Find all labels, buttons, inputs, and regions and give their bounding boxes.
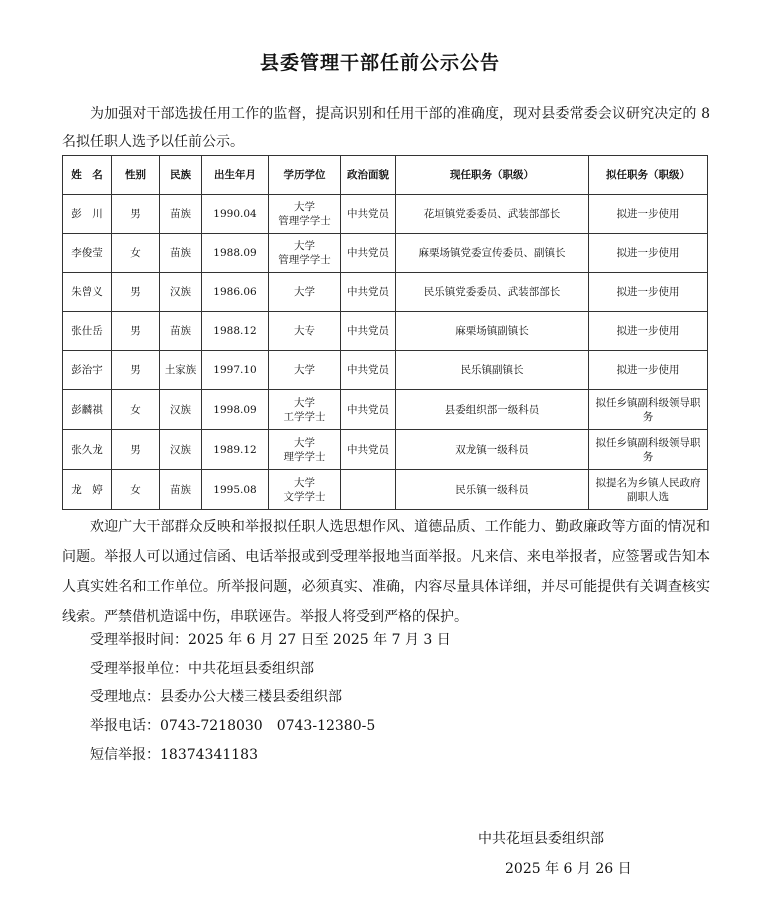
- cell-name: 彭麟祺: [63, 390, 112, 430]
- header-current-post: 现任职务（职级）: [396, 156, 589, 195]
- report-sms: 短信举报：18374341183: [90, 747, 258, 763]
- cell-birth: 1995.08: [202, 470, 269, 510]
- cell-education: [269, 390, 341, 430]
- cell-current-post: 麻栗场镇党委宣传委员、副镇长: [396, 234, 589, 273]
- cell-name: 张久龙: [63, 430, 112, 470]
- education-level: 大学: [294, 396, 315, 409]
- cell-current-post: 双龙镇一级科员: [396, 430, 589, 470]
- report-time: 受理举报时间：2025 年 6 月 27 日至 2025 年 7 月 3 日: [90, 632, 451, 648]
- cell-education: [269, 195, 341, 234]
- cell-party: 中共党员: [341, 273, 396, 312]
- notice-paragraph: 欢迎广大干部群众反映和举报拟任职人选思想作风、道德品质、工作能力、勤政廉政等方面的情况和问题。举报人可以通过信函、电话举报或到受理举报地当面举报。凡来信、来电举报者，应签署或告知本人真实姓名和工作单位。所举报问题，必须真实、准确，内容尽量具体详细，并尽可能提供有关调查核实线索。严禁借机造谣中伤，串联诬告。举报人将受到严格的保护。: [62, 519, 710, 625]
- cell-gender: 男: [112, 312, 160, 351]
- education-level: 大学: [294, 476, 315, 489]
- table-row: [63, 470, 708, 510]
- education-degree: 管理学学士: [278, 254, 331, 266]
- header-birth: 出生年月: [202, 156, 269, 195]
- cell-party: 中共党员: [341, 351, 396, 390]
- table-row: [63, 312, 708, 351]
- education-level: 大学: [294, 201, 315, 213]
- cell-education: 大学: [269, 351, 341, 390]
- cell-name: 彭治宇: [63, 351, 112, 390]
- cell-party: 中共党员: [341, 234, 396, 273]
- header-name: 姓 名: [63, 156, 112, 195]
- cell-current-post: 麻栗场镇副镇长: [396, 312, 589, 351]
- cell-gender: 男: [112, 351, 160, 390]
- education-degree: 工学学士: [283, 410, 326, 423]
- cell-education: 大学: [269, 273, 341, 312]
- table-row: [63, 234, 708, 273]
- intro-paragraph: 为加强对干部选拔任用工作的监督，提高识别和任用干部的准确度，现对县委常委会议研究决定的 8 名拟任职人选予以任前公示。: [62, 106, 710, 150]
- cell-party: 中共党员: [341, 430, 396, 470]
- education-degree: 管理学学士: [278, 215, 331, 227]
- cell-ethnicity: 土家族: [160, 351, 202, 390]
- cell-proposed-post: 拟进一步使用: [589, 273, 708, 312]
- cell-birth: 1986.06: [202, 273, 269, 312]
- education-degree: 文学学士: [283, 490, 326, 503]
- cell-party: 中共党员: [341, 390, 396, 430]
- cell-name: 朱曾义: [63, 273, 112, 312]
- cell-proposed-post: 拟进一步使用: [589, 312, 708, 351]
- table-row: [63, 351, 708, 390]
- cell-education: [269, 430, 341, 470]
- cell-birth: 1988.12: [202, 312, 269, 351]
- education-level: 大学: [294, 240, 315, 252]
- cell-ethnicity: 苗族: [160, 312, 202, 351]
- cell-party: 中共党员: [341, 195, 396, 234]
- cell-current-post: 民乐镇一级科员: [396, 470, 589, 510]
- header-proposed-post: 拟任职务（职级）: [589, 156, 708, 195]
- cell-proposed-post: 拟提名为乡镇人民政府副职人选: [589, 470, 708, 510]
- cell-party: [341, 470, 396, 510]
- header-party: 政治面貌: [341, 156, 396, 195]
- table-row: [63, 273, 708, 312]
- cell-name: 彭 川: [63, 195, 112, 234]
- report-phone: 举报电话：0743-7218030 0743-12380-5: [90, 718, 376, 734]
- page-title: 县委管理干部任前公示公告: [259, 52, 500, 74]
- cell-birth: 1989.12: [202, 430, 269, 470]
- cell-gender: 男: [112, 195, 160, 234]
- cell-gender: 女: [112, 234, 160, 273]
- cell-ethnicity: 苗族: [160, 234, 202, 273]
- table-header-row: [63, 156, 708, 195]
- cell-education: 大专: [269, 312, 341, 351]
- cell-name: 李俊莹: [63, 234, 112, 273]
- table-row: [63, 430, 708, 470]
- signature-date: 2025 年 6 月 26 日: [505, 861, 632, 877]
- cell-proposed-post: 拟进一步使用: [589, 234, 708, 273]
- cell-current-post: 县委组织部一级科员: [396, 390, 589, 430]
- education-level: 大学: [294, 436, 315, 449]
- cell-gender: 女: [112, 390, 160, 430]
- cell-current-post: 民乐镇副镇长: [396, 351, 589, 390]
- cell-name: 龙 婷: [63, 470, 112, 510]
- cell-birth: 1998.09: [202, 390, 269, 430]
- cell-proposed-post: 拟任乡镇副科级领导职务: [589, 430, 708, 470]
- table-row: [63, 195, 708, 234]
- cell-gender: 男: [112, 430, 160, 470]
- cell-birth: 1997.10: [202, 351, 269, 390]
- signature-org: 中共花垣县委组织部: [478, 831, 604, 847]
- report-place: 受理地点：县委办公大楼三楼县委组织部: [90, 689, 342, 705]
- report-unit: 受理举报单位：中共花垣县委组织部: [90, 661, 314, 677]
- cell-birth: 1988.09: [202, 234, 269, 273]
- header-education: 学历学位: [269, 156, 341, 195]
- cell-education: [269, 470, 341, 510]
- cell-proposed-post: 拟进一步使用: [589, 195, 708, 234]
- cell-current-post: 花垣镇党委委员、武装部部长: [396, 195, 589, 234]
- cell-proposed-post: 拟进一步使用: [589, 351, 708, 390]
- cell-gender: 女: [112, 470, 160, 510]
- cell-name: 张仕岳: [63, 312, 112, 351]
- education-degree: 理学学士: [283, 450, 326, 463]
- cell-ethnicity: 苗族: [160, 470, 202, 510]
- cell-ethnicity: 苗族: [160, 195, 202, 234]
- cell-birth: 1990.04: [202, 195, 269, 234]
- table-row: [63, 390, 708, 430]
- header-ethnicity: 民族: [160, 156, 202, 195]
- cell-party: 中共党员: [341, 312, 396, 351]
- candidate-table: [62, 155, 708, 510]
- cell-ethnicity: 汉族: [160, 273, 202, 312]
- cell-current-post: 民乐镇党委委员、武装部部长: [396, 273, 589, 312]
- cell-ethnicity: 汉族: [160, 430, 202, 470]
- cell-gender: 男: [112, 273, 160, 312]
- cell-ethnicity: 汉族: [160, 390, 202, 430]
- cell-education: [269, 234, 341, 273]
- cell-proposed-post: 拟任乡镇副科级领导职务: [589, 390, 708, 430]
- header-gender: 性别: [112, 156, 160, 195]
